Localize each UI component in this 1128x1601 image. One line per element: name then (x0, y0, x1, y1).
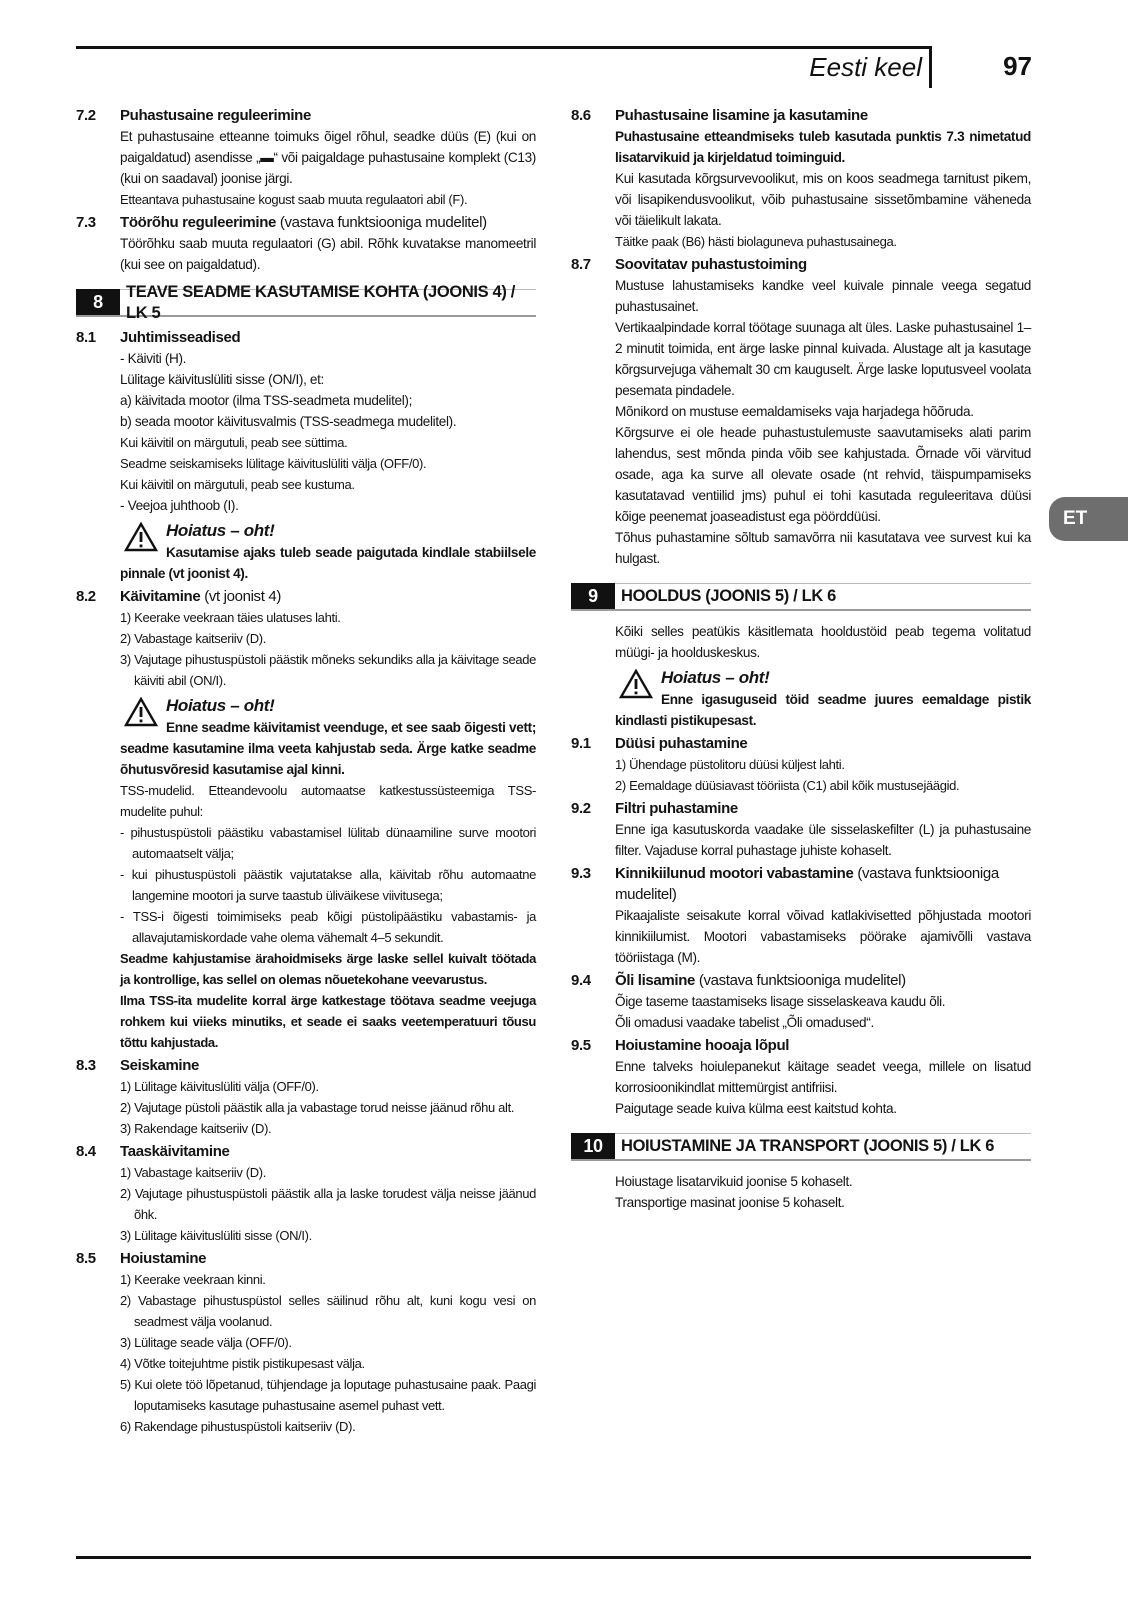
subsection-heading (571, 1035, 1031, 1056)
subsection-body (571, 126, 1031, 252)
subsection-body (76, 1269, 536, 1437)
warning-text: Enne seadme käivitamist veenduge, et see saab õigesti vett; seadme kasutamine ilma veeta kahjustab seda. Ärge katke seadme õhutusvõresid kasutamise ajal kinni. (120, 720, 536, 777)
paragraph: Kõrgsurve ei ole heade puhastustulemuste saavutamiseks alati parim lahendus, sest mõnda pinda võib see kahjustada. Õrnade või värvitud osade, aga ka surve all olevate osade (nt rehvid, täispumpamiseks kasutatavad ventiilid jms) puhul ei tohi kasutada reguleeritava düüsi kõige peenemat joaseadistust ega pöörddüüsi. (615, 425, 1031, 524)
subsection-body (76, 1076, 536, 1139)
warning-icon (124, 697, 158, 727)
paragraph: Töörõhku saab muuta regulaatori (G) abil. Rõhk kuvatakse manomeetril (kui see on paigaldatud). (120, 236, 536, 272)
subsection-body (76, 126, 536, 210)
subsection-heading (76, 1055, 536, 1076)
subsection-heading (76, 327, 536, 348)
subsection-body (571, 275, 1031, 569)
paragraph: TSS-mudelid. Etteandevoolu automaatse katkestussüsteemiga TSS-mudelite puhul: (120, 783, 536, 819)
list-item: 1) Ühendage püstolitoru düüsi küljest lahti. (615, 757, 845, 772)
subsection-heading (571, 798, 1031, 819)
paragraph: Kõiki selles peatükis käsitlemata hooldustöid peab tegema volitatud müügi- ja hoolduskeskus. (615, 624, 1031, 660)
section-heading (571, 583, 1031, 611)
language-tab: ET (1049, 497, 1128, 541)
subsection-title: Seiskamine (120, 1057, 200, 1074)
subsection-title: Käivitamine (vt joonist 4) (120, 588, 281, 605)
subsection-number: 8.2 (76, 588, 96, 605)
subsection-number: 7.3 (76, 214, 96, 231)
subsection-number: 8.6 (571, 107, 591, 124)
list-item: 1) Keerake veekraan kinni. (120, 1272, 266, 1287)
subsection-title: Juhtimisseadised (120, 329, 241, 346)
subsection-number: 9.3 (571, 865, 591, 882)
list-item: 2) Vajutage püstoli päästik alla ja vabastage torud neisse jäänud rõhu alt. (120, 1100, 515, 1115)
list-item: 2) Vabastage kaitseriiv (D). (120, 631, 267, 646)
text-line: Transportige masinat joonise 5 kohaselt. (615, 1195, 845, 1210)
notice-paragraph: Puhastusaine etteandmiseks tuleb kasutada punktis 7.3 nimetatud lisatarvikuid ja kirjeldatud toiminguid. (615, 129, 1031, 165)
section-heading (76, 282, 536, 322)
list-item: 4) Võtke toitejuhtme pistik pistikupesast välja. (120, 1356, 365, 1371)
subsection-title: Taaskäivitamine (120, 1143, 230, 1160)
paragraph: Tõhus puhastamine sõltub samavõrra nii kasutatava vee survest kui ka hulgast. (615, 530, 1031, 566)
text-line: Seadme seiskamiseks lülitage käivituslüliti välja (OFF/0). (120, 456, 427, 471)
list-item: 1) Vabastage kaitseriiv (D). (120, 1165, 267, 1180)
subsection-heading (76, 1141, 536, 1162)
section-title: TEAVE SEADME KASUTAMISE KOHTA (JOONIS 4) / LK 5 (120, 289, 536, 315)
subsection-title: Õli lisamine (vastava funktsiooniga mudelitel) (615, 972, 906, 989)
bullet-list (120, 822, 536, 948)
subsection-body (571, 1056, 1031, 1119)
subsection-number: 8.5 (76, 1250, 96, 1267)
list-item: - TSS-i õigesti toimimiseks peab kõigi püstolipäästiku vabastamis- ja allavajutamiskordade vahe olema vähemalt 4–5 sekundit. (120, 909, 536, 945)
page-number: 97 (1003, 51, 1032, 81)
text-line: Õli omadusi vaadake tabelist „Õli omadused“. (615, 1015, 874, 1030)
subsection-body (571, 754, 1031, 796)
section-number: 10 (571, 1133, 615, 1159)
subsection-title: Soovitatav puhastustoiming (615, 256, 807, 273)
list-item: 3) Lülitage seade välja (OFF/0). (120, 1335, 292, 1350)
list-item: - kui pihustuspüstoli päästik vajutatakse alla, käivitab rõhu automaatne langemine mootori ja surve taastub üliväikese viivitusega; (120, 867, 536, 903)
subsection-body (571, 819, 1031, 861)
paragraph: Etteantava puhastusaine kogust saab muuta regulaatori abil (F). (120, 192, 468, 207)
list-item: - pihustuspüstoli päästiku vabastamisel lülitab dünaamiline surve mootori automaatselt välja; (120, 825, 536, 861)
subsection-number: 9.1 (571, 735, 591, 752)
subsection-title: Filtri puhastamine (615, 800, 738, 817)
subsection-number: 8.1 (76, 329, 96, 346)
subsection-body (76, 233, 536, 275)
subsection-heading (571, 863, 1031, 905)
warning-box (571, 667, 1031, 731)
subsection-number: 8.3 (76, 1057, 96, 1074)
warning-box (76, 520, 536, 584)
subsection-heading (76, 105, 536, 126)
subsection-body (76, 348, 536, 516)
subsection-heading (76, 1248, 536, 1269)
subsection-number: 9.2 (571, 800, 591, 817)
section-intro (571, 621, 1031, 663)
list-item: 2) Eemaldage düüsiavast tööriista (C1) abil kõik mustusejäägid. (615, 778, 960, 793)
subsection-heading (76, 586, 536, 607)
subsection-title: Kinnikiilunud mootori vabastamine (vastava funktsiooniga mudelitel) (615, 865, 999, 903)
header-rule (76, 46, 931, 49)
subsection-body (571, 905, 1031, 968)
notice-paragraph: Seadme kahjustamise ärahoidmiseks ärge laske sellel kuivalt töötada ja kontrollige, kas sellel on olemas nõuetekohane veevarustus. (120, 951, 536, 987)
warning-icon (619, 669, 653, 699)
paragraph: Enne iga kasutuskorda vaadake üle sisselaskefilter (L) ja puhastusaine filter. Vajaduse korral puhastage juhiste kohaselt. (615, 822, 1031, 858)
paragraph: Paigutage seade kuiva külma eest kaitstud kohta. (615, 1101, 897, 1116)
list-item: 5) Kui olete töö lõpetanud, tühjendage ja loputage puhastusaine paak. Paagi loputamiseks kasutage puhastusaine asemel puhast vett. (120, 1377, 536, 1413)
subsection-title: Töörõhu reguleerimine (vastava funktsiooniga mudelitel) (120, 214, 487, 231)
left-column (76, 103, 536, 1437)
subsection-title: Puhastusaine lisamine ja kasutamine (615, 107, 868, 124)
warning-title: Hoiatus – oht! (166, 521, 275, 540)
notice-paragraph: Ilma TSS-ita mudelite korral ärge katkestage töötava seadme veejuga rohkem kui viieks minutiks, et seade ei saaks veetemperatuuri tõusu tõttu kahjustada. (120, 993, 536, 1050)
section-body (571, 1171, 1031, 1213)
warning-title: Hoiatus – oht! (661, 668, 770, 687)
subsection-heading (76, 212, 536, 233)
list-item: 3) Lülitage käivituslüliti sisse (ON/I). (120, 1228, 312, 1243)
paragraph: Et puhastusaine etteanne toimuks õigel rõhul, seadke düüs (E) (kui on paigaldatud) asendisse „▬“ või paigaldage puhastusaine komplekt (C13) (kui on saadaval) joonise järgi. (120, 129, 536, 186)
warning-text: Kasutamise ajaks tuleb seade paigutada kindlale stabiilsele pinnale (vt joonist 4). (120, 545, 536, 581)
tss-info (76, 780, 536, 1053)
steps-list (120, 1269, 536, 1437)
text-line: b) seada mootor käivitusvalmis (TSS-seadmega mudelitel). (120, 414, 457, 429)
paragraph: Täitke paak (B6) hästi biolaguneva puhastusainega. (615, 234, 897, 249)
subsection-title: Düüsi puhastamine (615, 735, 748, 752)
subsection-number: 8.7 (571, 256, 591, 273)
steps-list (615, 754, 1031, 796)
footer-rule (76, 1556, 1031, 1559)
language-title: Eesti keel (809, 52, 922, 82)
subsection-number: 7.2 (76, 107, 96, 124)
subsection-title: Hoiustamine hooaja lõpul (615, 1037, 790, 1054)
text-line: a) käivitada mootor (ilma TSS-seadmeta mudelitel); (120, 393, 413, 408)
section-title: HOOLDUS (JOONIS 5) / LK 6 (615, 583, 1031, 609)
subsection-heading (571, 970, 1031, 991)
warning-icon (124, 522, 158, 552)
list-item: 3) Rakendage kaitseriiv (D). (120, 1121, 272, 1136)
subsection-number: 8.4 (76, 1143, 96, 1160)
steps-list (120, 1162, 536, 1246)
warning-title: Hoiatus – oht! (166, 696, 275, 715)
header-divider (929, 46, 932, 88)
steps-list (120, 1076, 536, 1139)
paragraph: Mõnikord on mustuse eemaldamiseks vaja harjadega hõõruda. (615, 404, 974, 419)
paragraph: Enne talveks hoiulepanekut käitage seadet veega, millele on lisatud korrosioonikindlat mittemürgist antifriisi. (615, 1059, 1031, 1095)
text-line: - Veejoa juhthoob (I). (120, 498, 239, 513)
subsection-body (76, 1162, 536, 1246)
steps-list (120, 607, 536, 691)
subsection-number: 9.4 (571, 972, 591, 989)
section-number: 8 (76, 289, 120, 315)
paragraph: Mustuse lahustamiseks kandke veel kuivale pinnale veega segatud puhastusainet. (615, 278, 1031, 314)
paragraph: Vertikaalpindade korral töötage suunaga alt üles. Laske puhastusainel 1–2 minutit toimida, ent ärge laske pinnal kuivada. Alustage alt ja kasutage kõrgsurvejuga vähemalt 30 cm kauguselt. Ärge laske loputusveel voolata pesemata pindadele. (615, 320, 1031, 398)
text-line: Hoiustage lisatarvikuid joonise 5 kohaselt. (615, 1174, 853, 1189)
text-line: Kui käivitil on märgutuli, peab see süttima. (120, 435, 348, 450)
subsection-heading (571, 733, 1031, 754)
subsection-title: Hoiustamine (120, 1250, 207, 1267)
list-item: 1) Keerake veekraan täies ulatuses lahti. (120, 610, 341, 625)
section-title: HOIUSTAMINE JA TRANSPORT (JOONIS 5) / LK 6 (615, 1133, 1031, 1159)
text-line: - Käiviti (H). (120, 351, 187, 366)
subsection-body (571, 991, 1031, 1033)
right-column (571, 103, 1031, 1213)
paragraph: Kui kasutada kõrgsurvevoolikut, mis on koos seadmega tarnitust pikem, või lisapikendusvoolikut, võib puhastusaine sissetõmbamine väheneda või täielikult lakata. (615, 171, 1031, 228)
section-number: 9 (571, 583, 615, 609)
subsection-body (76, 607, 536, 691)
subsection-heading (571, 105, 1031, 126)
subsection-heading (571, 254, 1031, 275)
text-line: Lülitage käivituslüliti sisse (ON/I), et: (120, 372, 324, 387)
list-item: 1) Lülitage käivituslüliti välja (OFF/0). (120, 1079, 319, 1094)
paragraph: Pikaajaliste seisakute korral võivad katlakivisetted põhjustada mootori kinnikiilumist. Mootori vabastamiseks pöörake ajamivõlli vastava tööriistaga (M). (615, 908, 1031, 965)
subsection-title: Puhastusaine reguleerimine (120, 107, 311, 124)
subsection-number: 9.5 (571, 1037, 591, 1054)
list-item: 2) Vajutage pihustuspüstoli päästik alla ja laske torudest välja neisse jäänud õhk. (120, 1186, 536, 1222)
warning-text: Enne igasuguseid töid seadme juures eemaldage pistik kindlasti pistikupesast. (615, 692, 1031, 728)
section-heading (571, 1133, 1031, 1161)
text-line: Õige taseme taastamiseks lisage sisselaskeava kaudu õli. (615, 994, 946, 1009)
warning-box (76, 695, 536, 780)
list-item: 3) Vajutage pihustuspüstoli päästik mõneks sekundiks alla ja käivitage seade käiviti abil (ON/I). (120, 652, 536, 688)
text-line: Kui käivitil on märgutuli, peab see kustuma. (120, 477, 355, 492)
list-item: 2) Vabastage pihustuspüstol selles säilinud rõhu alt, kuni kogu vesi on seadmest välja voolanud. (120, 1293, 536, 1329)
list-item: 6) Rakendage pihustuspüstoli kaitseriiv (D). (120, 1419, 356, 1434)
